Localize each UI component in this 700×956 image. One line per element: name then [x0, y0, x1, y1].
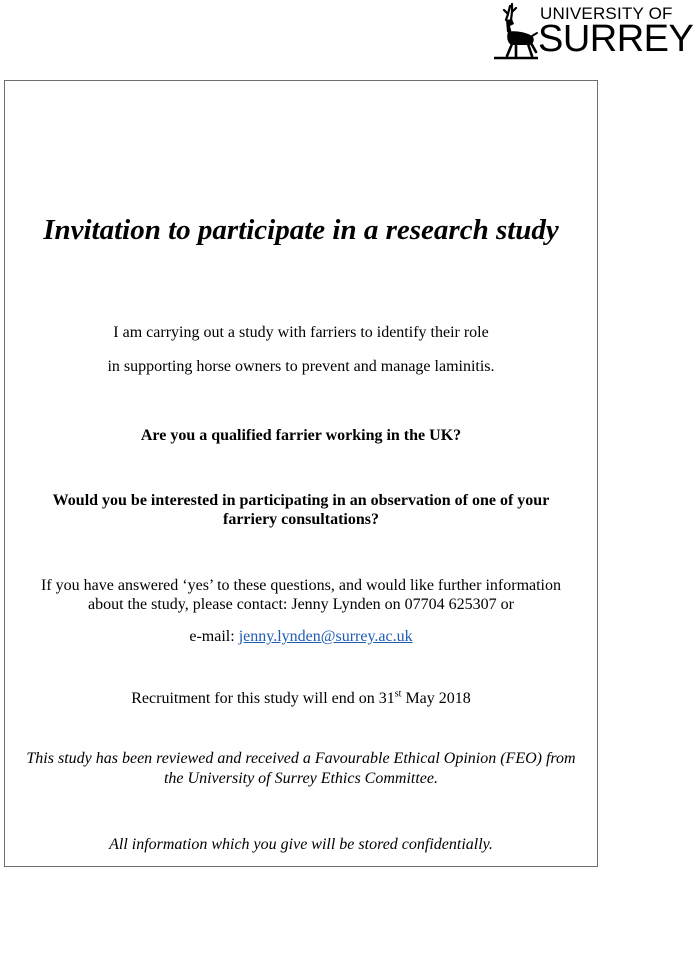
recruitment-ordinal: st: [394, 688, 402, 700]
intro-line-1: I am carrying out a study with farriers to identify their role: [113, 324, 489, 341]
ethics-line-2: the University of Surrey Ethics Committee.: [163, 770, 438, 787]
question-observation-line-2: farriery consultations?: [223, 511, 379, 528]
recruitment-end-date: [4, 689, 598, 708]
stag-icon: [490, 2, 540, 60]
contact-email-row: [4, 627, 598, 646]
logo-line-university-of: UNIVERSITY OF: [540, 4, 673, 23]
recruitment-suffix: May 2018: [401, 690, 471, 707]
logo-line-surrey: SURREY: [538, 18, 694, 60]
contact-line-2: about the study, please contact: Jenny Lynden on 07704 625307 or: [88, 596, 514, 613]
intro-line-2: in supporting horse owners to prevent and manage laminitis.: [107, 358, 495, 375]
recruitment-prefix: Recruitment for this study will end on 31: [131, 690, 395, 707]
question-qualified-farrier: Are you a qualified farrier working in the UK?: [140, 427, 462, 444]
question-observation-line-1: Would you be interested in participating in an observation of one of your: [52, 492, 550, 509]
contact-line-1: If you have answered ‘yes’ to these questions, and would like further information: [41, 577, 561, 594]
email-link[interactable]: jenny.lynden@surrey.ac.uk: [238, 628, 413, 645]
confidentiality-statement: All information which you give will be stored confidentially.: [109, 836, 493, 853]
ethics-line-1: This study has been reviewed and received a Favourable Ethical Opinion (FEO) from: [26, 750, 576, 767]
email-label: e-mail:: [189, 628, 239, 645]
university-logo: [490, 0, 700, 62]
page-title: Invitation to participate in a research study: [43, 214, 559, 246]
